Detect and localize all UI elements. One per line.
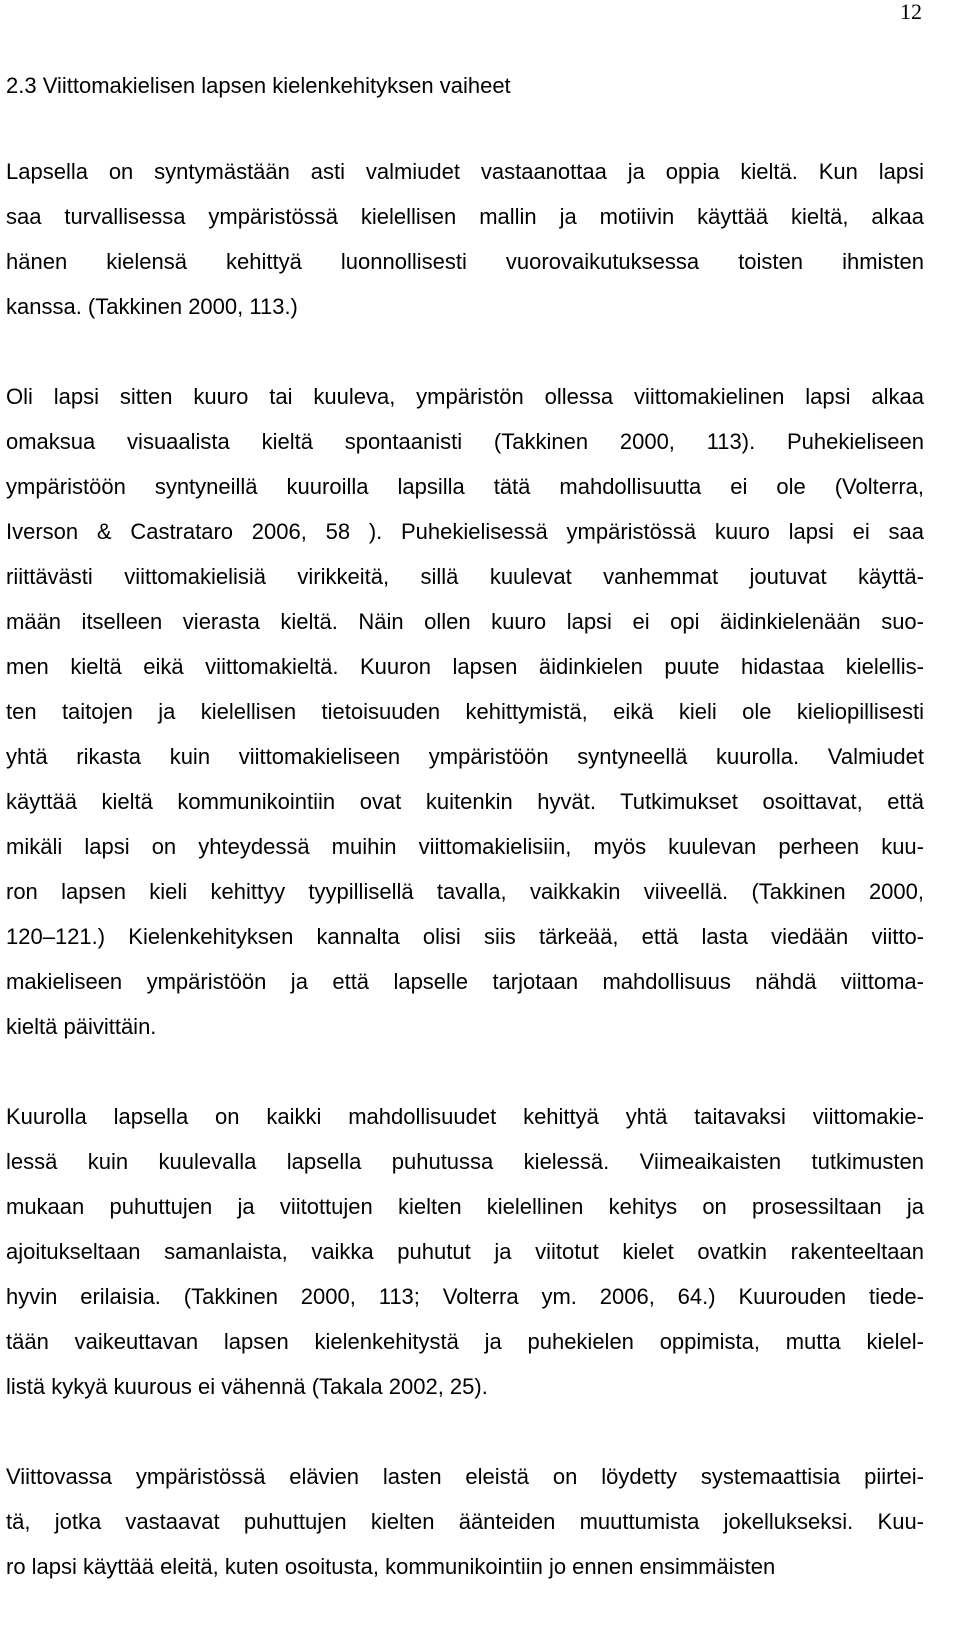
text-line: tä, jotka vastaavat puhuttujen kielten äänteiden muuttumista jokellukseksi. Kuu-: [6, 1509, 924, 1534]
text-line: mukaan puhuttujen ja viitottujen kielten kielellinen kehitys on prosessiltaan ja: [6, 1194, 924, 1219]
text-line: ympäristöön syntyneillä kuuroilla lapsilla tätä mahdollisuutta ei ole (Volterra,: [6, 474, 924, 499]
text-line: käyttää kieltä kommunikointiin ovat kuitenkin hyvät. Tutkimukset osoittavat, että: [6, 789, 924, 814]
paragraph: [6, 1094, 924, 1409]
text-line: hänen kielensä kehittyä luonnollisesti vuorovaikutuksessa toisten ihmisten: [6, 249, 924, 274]
text-line: ro lapsi käyttää eleitä, kuten osoitusta, kommunikointiin jo ennen ensimmäisten: [6, 1554, 776, 1579]
text-line: Iverson & Castrataro 2006, 58 ). Puhekielisessä ympäristössä kuuro lapsi ei saa: [6, 519, 924, 544]
document-body: [6, 63, 924, 1634]
text-line: listä kykyä kuurous ei vähennä (Takala 2002, 25).: [6, 1374, 488, 1399]
paragraph-container: [6, 149, 924, 1589]
paragraph: [6, 1454, 924, 1589]
text-line: saa turvallisessa ympäristössä kielellisen mallin ja motiivin käyttää kieltä, alkaa: [6, 204, 924, 229]
text-line: men kieltä eikä viittomakieltä. Kuuron lapsen äidinkielen puute hidastaa kielellis-: [6, 654, 924, 679]
text-line: kieltä päivittäin.: [6, 1014, 157, 1039]
text-line: Viittovassa ympäristössä elävien lasten eleistä on löydetty systemaattisia piirtei-: [6, 1464, 924, 1489]
text-line: ten taitojen ja kielellisen tietoisuuden kehittymistä, eikä kieli ole kieliopillisesti: [6, 699, 924, 724]
paragraph: [6, 149, 924, 329]
text-line: riittävästi viittomakielisiä virikkeitä, sillä kuulevat vanhemmat joutuvat käyttä-: [6, 564, 924, 589]
text-line: omaksua visuaalista kieltä spontaanisti (Takkinen 2000, 113). Puhekieliseen: [6, 429, 924, 454]
text-line: kanssa. (Takkinen 2000, 113.): [6, 294, 298, 319]
text-line: ron lapsen kieli kehittyy tyypillisellä tavalla, vaikkakin viiveellä. (Takkinen 2000,: [6, 879, 924, 904]
text-line: tään vaikeuttavan lapsen kielenkehitystä ja puhekielen oppimista, mutta kielel-: [6, 1329, 924, 1354]
text-line: Lapsella on syntymästään asti valmiudet vastaanottaa ja oppia kieltä. Kun lapsi: [6, 159, 924, 184]
text-line: mikäli lapsi on yhteydessä muihin viittomakielisiin, myös kuulevan perheen kuu-: [6, 834, 924, 859]
text-line: 120–121.) Kielenkehityksen kannalta olisi siis tärkeää, että lasta viedään viitto-: [6, 924, 924, 949]
paragraph: [6, 374, 924, 1049]
page-number: 12: [900, 0, 922, 24]
text-line: makieliseen ympäristöön ja että lapselle tarjotaan mahdollisuus nähdä viittoma-: [6, 969, 924, 994]
text-line: Oli lapsi sitten kuuro tai kuuleva, ympäristön ollessa viittomakielinen lapsi alkaa: [6, 384, 924, 409]
text-line: Kuurolla lapsella on kaikki mahdollisuudet kehittyä yhtä taitavaksi viittomakie-: [6, 1104, 924, 1129]
text-line: ajoitukseltaan samanlaista, vaikka puhutut ja viitotut kielet ovatkin rakenteeltaan: [6, 1239, 924, 1264]
section-heading: 2.3 Viittomakielisen lapsen kielenkehityksen vaiheet: [6, 73, 511, 98]
text-line: yhtä rikasta kuin viittomakieliseen ympäristöön syntyneellä kuurolla. Valmiudet: [6, 744, 924, 769]
text-line: hyvin erilaisia. (Takkinen 2000, 113; Volterra ym. 2006, 64.) Kuurouden tiede-: [6, 1284, 924, 1309]
text-line: lessä kuin kuulevalla lapsella puhutussa kielessä. Viimeaikaisten tutkimusten: [6, 1149, 924, 1174]
text-line: mään itselleen vierasta kieltä. Näin ollen kuuro lapsi ei opi äidinkielenään suo-: [6, 609, 924, 634]
